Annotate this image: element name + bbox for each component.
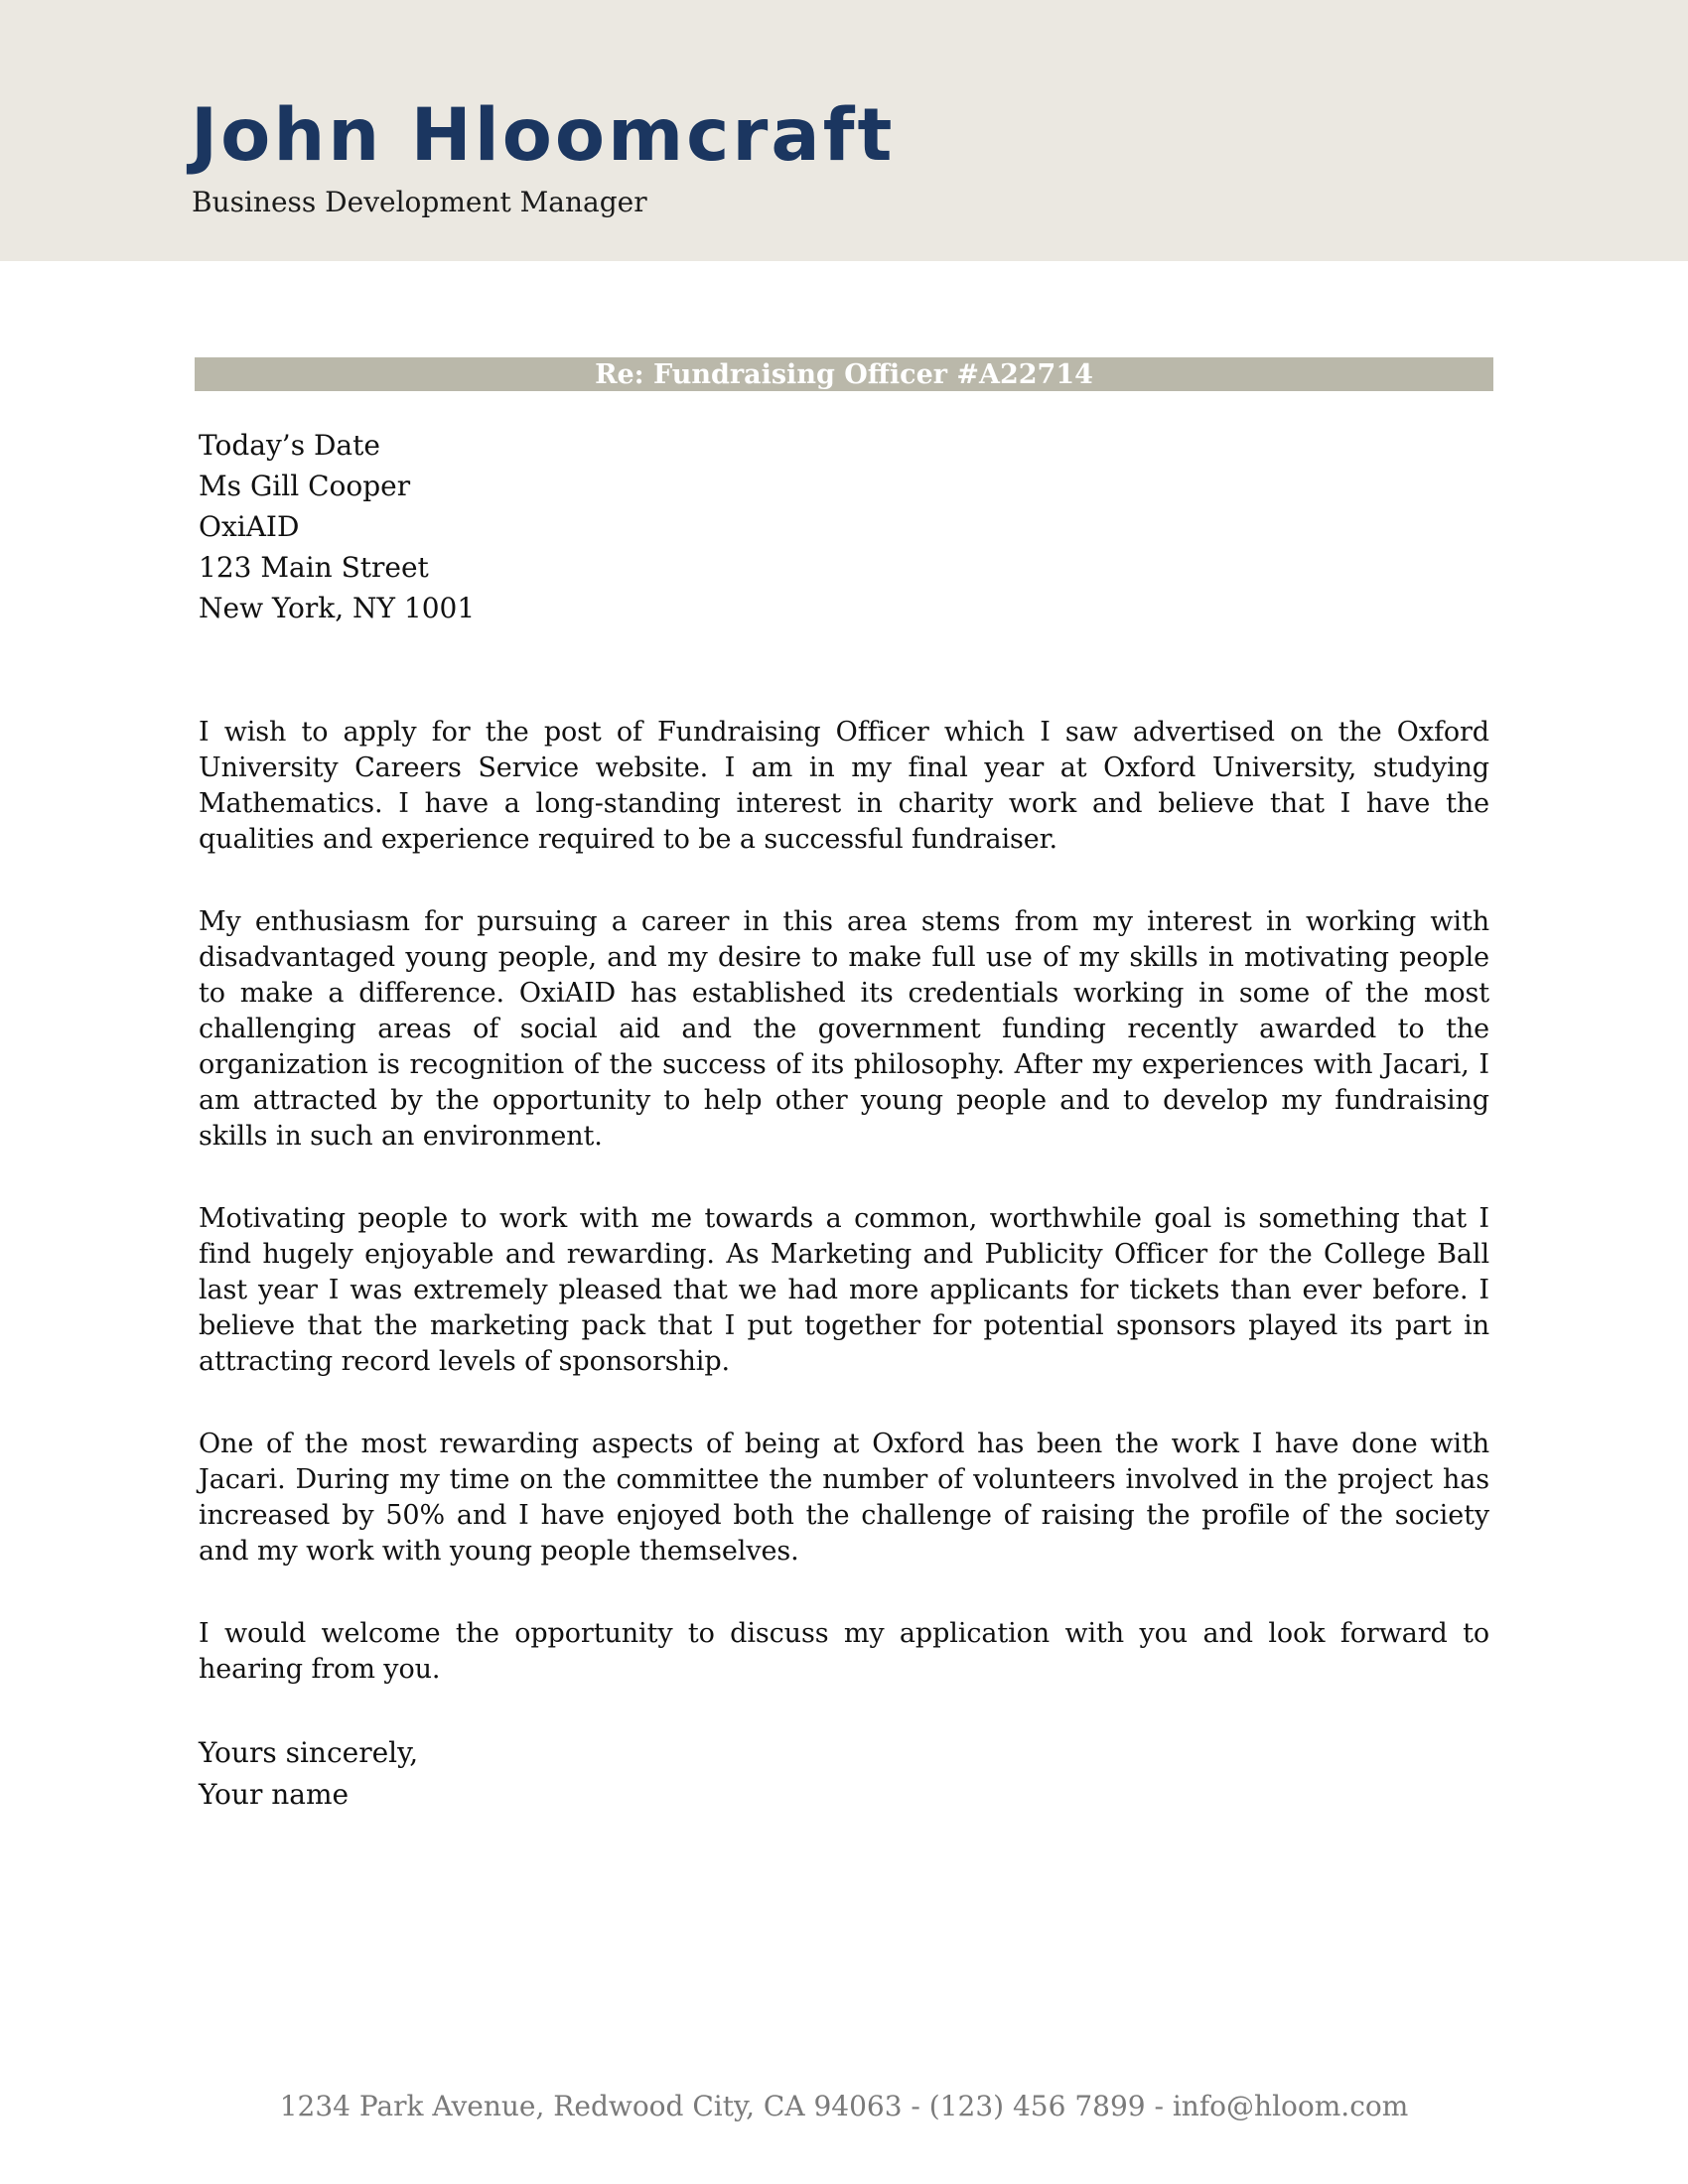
closing-signature: Your name <box>199 1778 350 1811</box>
body-paragraph-2: My enthusiasm for pursuing a career in this area stems from my interest in working with disadvantaged young people, and my desire to make full use of my skills in motivating people to make a difference. OxiAID has established its credentials working in some of the most challenging areas of social aid and the government funding recently awarded to the organization is recognition of the success of its philosophy. After my experiences with Jacari, I am attracted by the opportunity to help other young people and to develop my fundraising skills in such an environment. <box>199 906 1489 1152</box>
body-paragraph-3: Motivating people to work with me towards a common, worthwhile goal is something that I find hugely enjoyable and rewarding. As Marketing and Publicity Officer for the College Ball last year I was extremely pleased that we had more applicants for tickets than ever before. I believe that the marketing pack that I put together for potential sponsors played its part in attracting record levels of sponsorship. <box>199 1203 1489 1377</box>
footer-contact-info: 1234 Park Avenue, Redwood City, CA 94063 - (123) 456 7899 - info@hloom.com <box>279 2090 1409 2122</box>
body-paragraph-4: One of the most rewarding aspects of being at Oxford has been the work I have done with Jacari. During my time on the committee the number of volunteers involved in the project has increased by 50% and I have enjoyed both the challenge of raising the profile of the society and my work with young people themselves. <box>199 1429 1489 1567</box>
recipient-street: 123 Main Street <box>199 551 429 584</box>
recipient-company: OxiAID <box>199 510 300 543</box>
letter-date: Today’s Date <box>199 429 380 462</box>
closing-salutation: Yours sincerely, <box>199 1736 419 1769</box>
recipient-city: New York, NY 1001 <box>199 592 476 624</box>
recipient-name: Ms Gill Cooper <box>199 470 411 502</box>
subject-line: Re: Fundraising Officer #A22714 <box>195 357 1493 391</box>
letter-closing <box>199 1732 418 1816</box>
letter-body <box>199 715 1489 1734</box>
body-paragraph-5: I would welcome the opportunity to discuss my application with you and look forward to hearing from you. <box>199 1618 1489 1685</box>
applicant-job-title: Business Development Manager <box>192 186 647 218</box>
header-band <box>0 0 1688 261</box>
applicant-name: John Hloomcraft <box>191 93 896 178</box>
recipient-address-block <box>199 425 993 628</box>
body-paragraph-1: I wish to apply for the post of Fundraising Officer which I saw advertised on the Oxford University Careers Service website. I am in my final year at Oxford University, studying Mathematics. I have a long-standing interest in charity work and believe that I have the qualities and experience required to be a successful fundraiser. <box>199 717 1489 855</box>
